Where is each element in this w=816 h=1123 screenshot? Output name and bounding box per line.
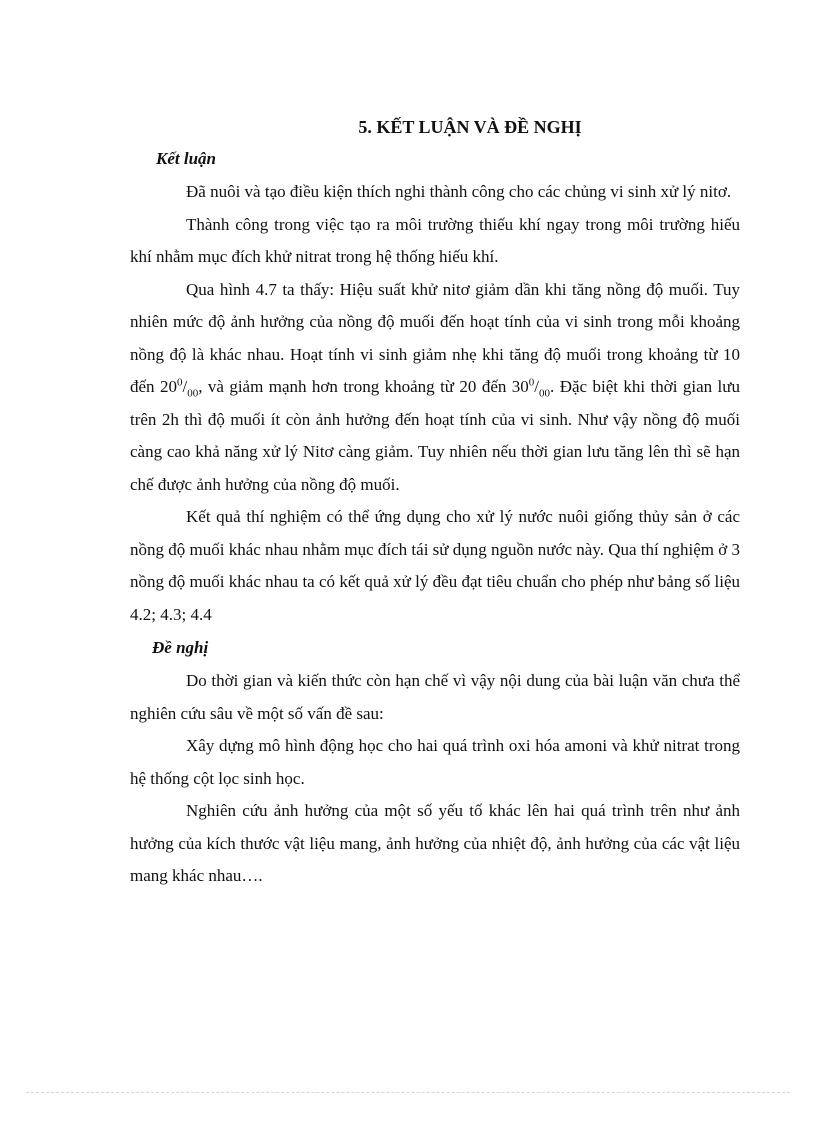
unit-subscript: 00 — [539, 387, 551, 400]
paragraph-1: Đã nuôi và tạo điều kiện thích nghi thành công cho các chủng vi sinh xử lý nitơ. — [186, 182, 732, 201]
paragraph-4: Kết quả thí nghiệm có thể ứng dụng cho xử lý nước nuôi giống thủy sản ở các nồng độ muối khác nhau nhằm mục đích tái sử dụng nguồn nước này. Qua thí nghiệm ở 3 nồng độ muối khác nhau ta có kết quả xử lý đều đạt tiêu chuẩn cho phép như bảng số liệu 4.2; 4.3; 4.4 — [130, 507, 740, 624]
paragraph-7: Nghiên cứu ảnh hưởng của một số yếu tố khác lên hai quá trình trên như ảnh hưởng của kích thước vật liệu mang, ảnh hưởng của nhiệt độ, ảnh hưởng của các vật liệu mang khác nhau…. — [130, 801, 740, 885]
page-footer-divider — [26, 1092, 790, 1093]
unit-slash: / — [534, 377, 540, 396]
unit-slash: / — [182, 377, 188, 396]
unit-superscript: 0 — [528, 376, 535, 389]
paragraph-5: Do thời gian và kiến thức còn hạn chế vì vậy nội dung của bài luận văn chưa thể nghiên cứu sâu về một số vấn đề sau: — [130, 671, 740, 723]
paragraph-3-part-a: Qua hình 4.7 ta thấy: Hiệu suất khử nitơ giảm dần khi tăng nồng độ muối. Tuy nhiên mức độ ảnh hưởng của nồng độ muối đến hoạt tính của vi sinh trong mỗi khoảng nồng độ là khác nhau. Hoạt tính vi sinh giảm nhẹ khi tăng độ muối trong khoảng từ 10 đến 20 — [130, 279, 740, 396]
page-title: 5. KẾT LUẬN VÀ ĐỀ NGHỊ — [358, 117, 582, 137]
paragraph-3-part-b: , và giảm mạnh hơn trong khoảng từ 20 đến 30 — [198, 377, 529, 396]
unit-superscript: 0 — [176, 376, 183, 389]
unit-subscript: 00 — [187, 387, 199, 400]
paragraph-6: Xây dựng mô hình động học cho hai quá trình oxi hóa amoni và khử nitrat trong hệ thống cột lọc sinh học. — [130, 736, 740, 788]
paragraph-2: Thành công trong việc tạo ra môi trường thiếu khí ngay trong môi trường hiếu khí nhằm mục đích khử nitrat trong hệ thống hiếu khí. — [130, 214, 740, 266]
paragraph-3 — [130, 274, 740, 502]
section-heading-recommendation: Đề nghị — [152, 638, 209, 657]
section-heading-conclusion: Kết luận — [156, 149, 216, 168]
paragraph-3-part-c: . Đặc biệt khi thời gian lưu trên 2h thì độ muối ít còn ảnh hưởng đến hoạt tính của vi sinh. Như vậy nồng độ muối càng cao khả năng xử lý Nitơ càng giảm. Tuy nhiên nếu thời gian lưu tăng lên thì sẽ hạn chế được ảnh hưởng của nồng độ muối. — [130, 377, 740, 494]
document-page — [130, 112, 740, 893]
